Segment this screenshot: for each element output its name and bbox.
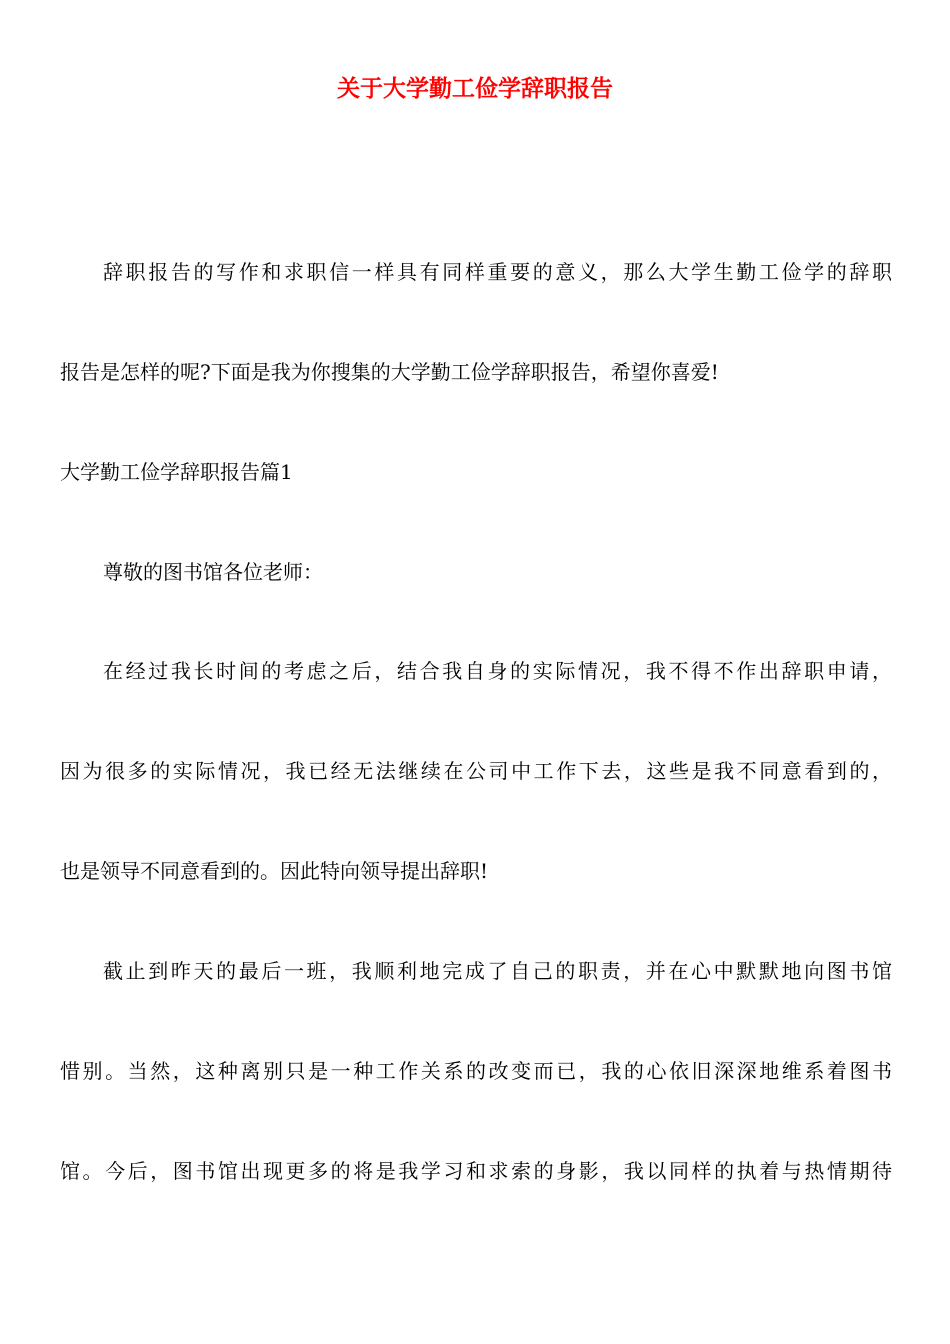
document-title: 关于大学勤工俭学辞职报告	[337, 76, 613, 102]
paragraph-1-line-3: 也是领导不同意看到的。因此特向领导提出辞职!	[60, 859, 489, 883]
paragraph-intro-line-1: 辞职报告的写作和求职信一样具有同样重要的意义，那么大学生勤工俭学的辞职	[103, 260, 892, 284]
paragraph-2-line-3: 馆。今后，图书馆出现更多的将是我学习和求索的身影，我以同样的执着与热情期待	[60, 1159, 892, 1183]
paragraph-intro-line-2: 报告是怎样的呢?下面是我为你搜集的大学勤工俭学辞职报告，希望你喜爱!	[60, 360, 719, 384]
paragraph-2-line-2: 惜别。当然，这种离别只是一种工作关系的改变而已，我的心依旧深深地维系着图书	[60, 1059, 892, 1083]
salutation: 尊敬的图书馆各位老师：	[103, 560, 323, 584]
paragraph-2-line-1: 截止到昨天的最后一班，我顺利地完成了自己的职责，并在心中默默地向图书馆	[103, 959, 892, 983]
paragraph-1-line-1: 在经过我长时间的考虑之后，结合我自身的实际情况，我不得不作出辞职申请，	[103, 659, 892, 683]
section-heading: 大学勤工俭学辞职报告篇1	[60, 460, 293, 484]
paragraph-1-line-2: 因为很多的实际情况，我已经无法继续在公司中工作下去，这些是我不同意看到的，	[60, 759, 892, 783]
